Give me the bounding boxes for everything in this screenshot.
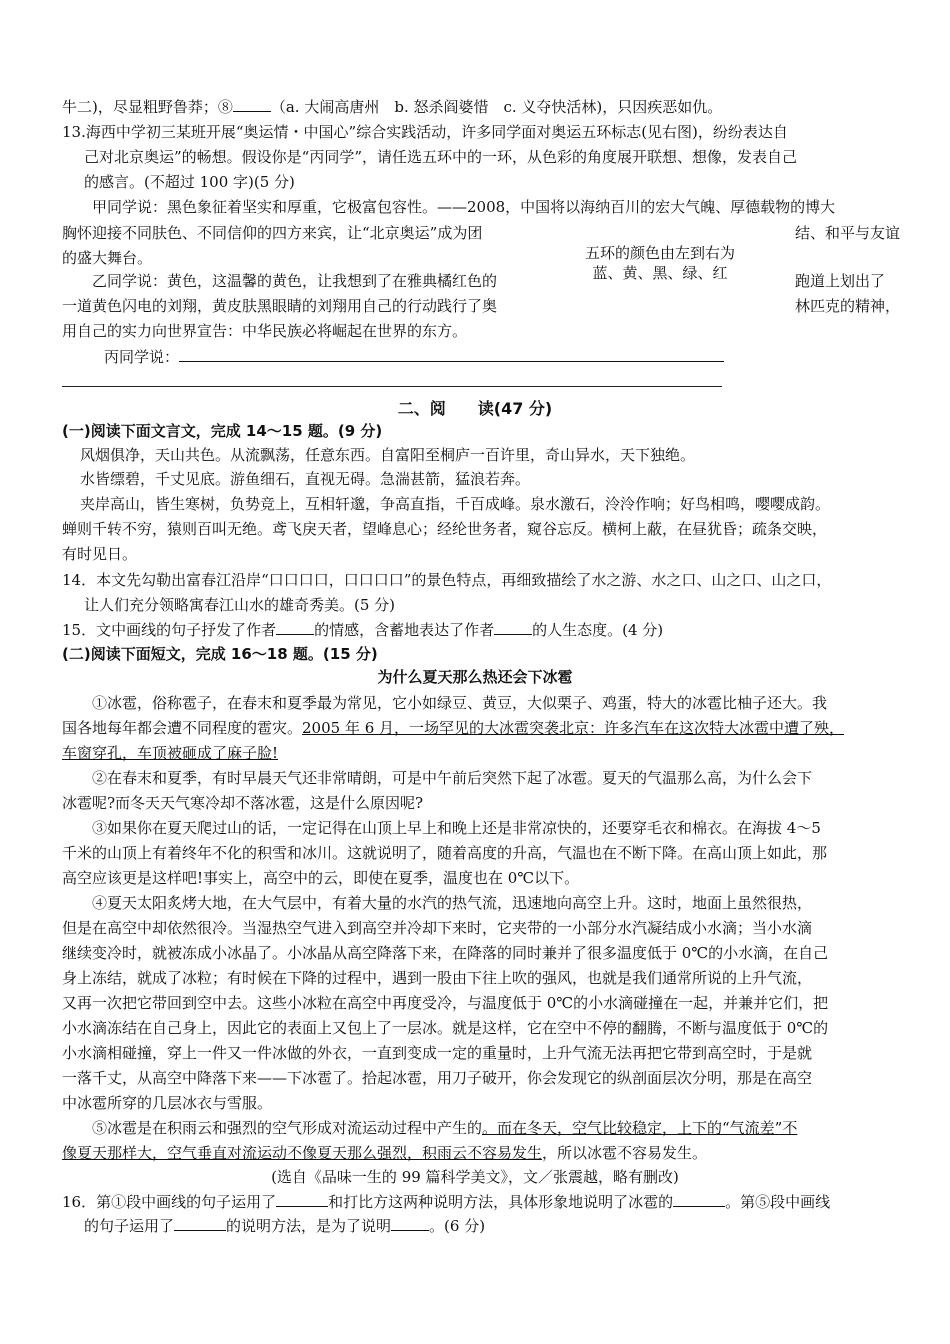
q13-yi-line1a: 乙同学说：黄色，这温馨的黄色，让我想到了在雅典橘红色的 <box>92 272 498 290</box>
q12-text-b: （a. 大闹高唐州 b. 怒杀阎婆惜 c. 义夺快活林)，只因疾恶如仇。 <box>270 98 723 116</box>
q13-yi-line2b: 林匹克的精神， <box>795 297 901 315</box>
bing-label: 丙同学说： <box>104 348 180 366</box>
rings-note-line2: 蓝、黄、黑、绿、红 <box>592 264 728 282</box>
q16-text-f: 。(6 分) <box>429 1217 486 1235</box>
article-p2-line1: ②在春末和夏季，有时早晨天气还非常晴朗，可是中午前后突然下起了冰雹。夏天的气温那么高，为什么会下 <box>92 769 813 787</box>
q16-text-a: 16．第①段中画线的句子运用了 <box>62 1193 277 1211</box>
article-p4-line3: 继续变冷时，就被冻成小冰晶了。小冰晶从高空降落下来，在降落的同时兼并了很多温度低于 0℃的小水滴，在自己 <box>62 944 829 962</box>
p1-underlined-sentence: 2005 年 6 月，一场罕见的大冰雹突袭北京：许多汽车在这次特大冰雹中遭了殃， <box>302 719 845 737</box>
q13-yi-line1b: 跑道上划出了 <box>795 272 886 290</box>
article-title: 为什么夏天那么热还会下冰雹 <box>377 668 573 686</box>
q13-yi-line3: 用自己的实力向世界宣告：中华民族必将崛起在世界的东方。 <box>62 322 468 340</box>
article-p5-line2 <box>62 1142 707 1164</box>
q13-yi-line2a: 一道黄色闪电的刘翔，黄皮肤黑眼睛的刘翔用自己的行动践行了奥 <box>62 297 498 315</box>
article-p3-line1: ③如果你在夏天爬过山的话，一定记得在山顶上早上和晚上还是非常凉快的，还要穿毛衣和棉衣。在海拔 4～5 <box>92 819 821 837</box>
q14-line1: 14．本文先勾勒出富春江沿岸“口口口口，口口口口”的景色特点，再细致描绘了水之游、水之口、山之口、山之口， <box>62 571 832 589</box>
p5-underlined-a: 。而在冬天，空气比较稳定，上下的“气流差”不 <box>482 1119 798 1137</box>
q12-tail-line <box>62 96 722 118</box>
q12-text-a: 牛二)，尽显粗野鲁莽；⑧ <box>62 98 233 116</box>
q13-line1: 13.海西中学初三某班开展“奥运情・中国心”综合实践活动，许多同学面对奥运五环标志(见右图)，纷纷表达自 <box>62 123 788 141</box>
p1-text: 国各地每年都会遭不同程度的雹灾。 <box>62 719 303 737</box>
p5-underlined-b: 像夏天那样大，空气垂直对流运动不像夏天那么强烈，积雨云不容易发生 <box>62 1144 543 1162</box>
answer-blank[interactable] <box>174 1216 226 1231</box>
article-p5-line1 <box>92 1117 797 1139</box>
article-p4-line1: ④夏天太阳炙烤大地，在大气层中，有着大量的水汽的热气流，迅速地向高空上升。这时，地面上虽然很热， <box>92 894 813 912</box>
answer-rule-line <box>62 386 722 387</box>
olympic-rings-note <box>560 243 760 283</box>
rings-note-line1: 五环的颜色由左到右为 <box>584 244 735 262</box>
article-p3-line3: 高空应该更是这样吧!事实上，高空中的云，即使在夏季，温度也在 0℃以下。 <box>62 869 580 887</box>
q15-line <box>62 619 663 641</box>
bing-answer-field[interactable] <box>179 347 724 362</box>
q13-bing-line <box>104 346 724 368</box>
answer-blank[interactable] <box>391 1216 429 1231</box>
answer-blank[interactable] <box>276 1192 328 1207</box>
q15-text-c: 的人生态度。(4 分) <box>532 621 664 639</box>
article-p4-line8: 一落千丈，从高空中降落下来——下冰雹了。拾起冰雹，用刀子破开，你会发现它的纵剖面层次分明，那是在高空 <box>62 1069 813 1087</box>
article-p4-line4: 身上冻结，就成了冰粒；有时候在下降的过程中，遇到一股由下往上吹的强风，也就是我们通常所说的上升气流， <box>62 969 813 987</box>
p5-text-end: ，所以冰雹不容易发生。 <box>542 1144 708 1162</box>
q16-text-c: 。第⑤段中画线 <box>725 1193 831 1211</box>
q16-text-b: 和打比方这两种说明方法，具体形象地说明了冰雹的 <box>328 1193 674 1211</box>
article-p1-line1: ①冰雹，俗称雹子，在春末和夏季最为常见，它小如绿豆、黄豆，大似栗子、鸡蛋，特大的冰雹比柚子还大。我 <box>92 694 828 712</box>
classical-p2: 水皆缥碧，千丈见底。游鱼细石，直视无碍。急湍甚箭，猛浪若奔。 <box>80 470 531 488</box>
article-p4-line6: 小水滴冻结在自己身上，因此它的表面上又包上了一层冰。就是这样，它在空中不停的翻腾，不断与温度低于 0℃的 <box>62 1019 829 1037</box>
article-p1-line2 <box>62 717 844 739</box>
q13-jia-line2a: 胸怀迎接不同肤色、不同信仰的四方来宾，让“北京奥运”成为团 <box>62 224 483 242</box>
classical-p3-line1: 夹岸高山，皆生寒树，负势竞上，互相轩邈，争高直指，千百成峰。泉水激石，泠泠作响；好鸟相鸣，嘤嘤成韵。 <box>80 495 831 513</box>
article-source: (选自《品味一生的 99 篇科学美文》，文／张震越，略有删改) <box>271 1168 679 1186</box>
article-p4-line2: 但是在高空中却依然很冷。当湿热空气进入到高空并冷却下来时，它夹带的一小部分水汽凝结成小水滴；当小水滴 <box>62 919 813 937</box>
answer-blank[interactable] <box>233 97 271 112</box>
article-p4-line7: 小水滴相碰撞，穿上一件又一件冰做的外衣，一直到变成一定的重量时，上升气流无法再把它带到高空时，于是就 <box>62 1044 813 1062</box>
q13-jia-line3: 的盛大舞台。 <box>62 249 153 267</box>
article-p3-line2: 千米的山顶上有着终年不化的积雪和冰川。这就说明了，随着高度的升高，气温也在不断下降。在高山顶上如此，那 <box>62 844 828 862</box>
section2-title: 二、阅 读(47 分) <box>397 399 553 418</box>
part1-heading: (一)阅读下面文言文，完成 14～15 题。(9 分) <box>62 422 383 440</box>
q16-text-e: 的说明方法，是为了说明 <box>226 1217 392 1235</box>
classical-p3-line2: 蝉则千转不穷，猿则百叫无绝。鸢飞戾天者，望峰息心；经纶世务者，窥谷忘反。横柯上蔽，在昼犹昏；疏条交映， <box>62 520 828 538</box>
classical-p1: 风烟俱净，天山共色。从流飘荡，任意东西。自富阳至桐庐一百许里，奇山异水，天下独绝。 <box>80 446 696 464</box>
q15-text-b: 的情感，含蓄地表达了作者 <box>314 621 495 639</box>
p5-text: ⑤冰雹是在积雨云和强烈的空气形成对流运动过程中产生的 <box>92 1119 483 1137</box>
q16-line1 <box>62 1191 830 1213</box>
q13-line2: 己对北京奥运”的畅想。假设你是“丙同学”，请任选五环中的一环，从色彩的角度展开联想、想像，发表自己 <box>84 148 798 166</box>
q13-jia-line1: 甲同学说：黑色象征着坚实和厚重，它极富包容性。——2008，中国将以海纳百川的宏大气魄、厚德载物的博大 <box>92 198 836 216</box>
answer-blank[interactable] <box>276 620 314 635</box>
q13-jia-line2b: 结、和平与友谊 <box>795 224 901 242</box>
q16-line2 <box>84 1215 485 1237</box>
article-p4-line9: 中冰雹所穿的几层冰衣与雪服。 <box>62 1094 273 1112</box>
q16-text-d: 的句子运用了 <box>84 1217 175 1235</box>
article-p1-line3: 车窗穿孔，车顶被砸成了麻子脸! <box>62 744 279 762</box>
part2-heading: (二)阅读下面短文，完成 16～18 题。(15 分) <box>62 645 378 663</box>
q14-line2: 让人们充分领略寓春江山水的雄奇秀美。(5 分) <box>84 596 396 614</box>
answer-blank[interactable] <box>673 1192 725 1207</box>
article-p2-line2: 冰雹呢?而冬天天气寒冷却不落冰雹，这是什么原因呢? <box>62 794 424 812</box>
q15-text-a: 15．文中画线的句子抒发了作者 <box>62 621 277 639</box>
answer-blank[interactable] <box>494 620 532 635</box>
article-p4-line5: 又再一次把它带回到空中去。这些小冰粒在高空中再度受冷，与温度低于 0℃的小水滴碰撞在一起，并兼并它们，把 <box>62 994 829 1012</box>
q13-line3: 的感言。(不超过 100 字)(5 分) <box>84 173 295 191</box>
classical-p3-line3: 有时见日。 <box>62 545 138 563</box>
